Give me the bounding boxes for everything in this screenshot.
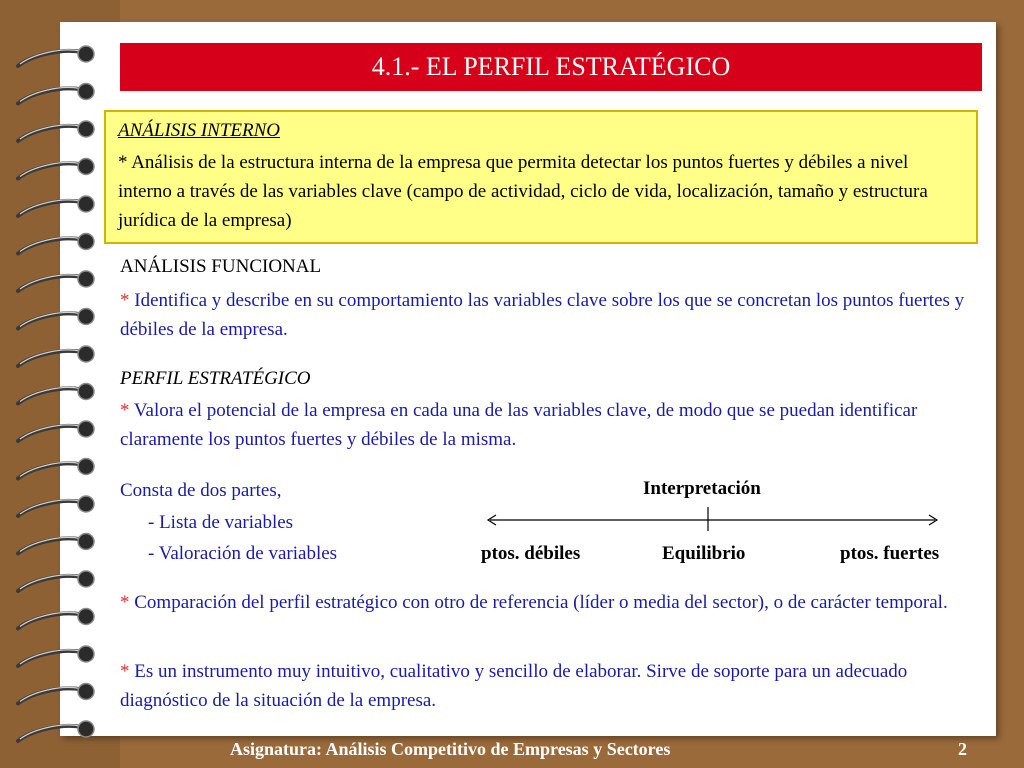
- binder-ring-icon: [18, 609, 94, 629]
- profile-text: Valora el potencial de la empresa en cada una de las variables clave, de modo que se puedan identificar claramente los puntos fuertes y débiles de la misma.: [120, 400, 918, 450]
- comparison-section: [120, 588, 980, 617]
- binder-ring-icon: [18, 496, 94, 516]
- functional-heading: ANÁLISIS FUNCIONAL: [120, 256, 322, 277]
- parts-item-variables-valuation: - Valoración de variables: [148, 543, 338, 564]
- profile-heading: PERFIL ESTRATÉGICO: [120, 368, 311, 389]
- profile-text-wrap: [120, 396, 980, 454]
- scale-axis: [480, 505, 945, 535]
- binder-ring-icon: [18, 721, 94, 741]
- scale-center-label: Equilibrio: [662, 543, 746, 564]
- scale-left-label: ptos. débiles: [481, 543, 581, 564]
- binder-ring-icon: [18, 46, 94, 66]
- profile-section: [120, 368, 980, 454]
- bullet-star: *: [120, 400, 130, 421]
- binder-ring-icon: [18, 421, 94, 441]
- binder-ring-icon: [18, 234, 94, 254]
- instrument-text-wrap: [120, 657, 980, 715]
- page-number: 2: [958, 739, 967, 759]
- bullet-star: *: [120, 592, 130, 613]
- spiral-rings: [0, 0, 110, 768]
- binder-ring-icon: [18, 196, 94, 216]
- parts-intro: Consta de dos partes,: [120, 480, 282, 501]
- binder-ring-icon: [18, 121, 94, 141]
- comparison-text-wrap: [120, 588, 980, 617]
- functional-text-wrap: [120, 286, 980, 344]
- footer-course: Asignatura: Análisis Competitivo de Empresas y Sectores: [230, 739, 671, 759]
- binder-ring-icon: [18, 309, 94, 329]
- bullet-star: *: [120, 661, 130, 682]
- scale-title: Interpretación: [643, 478, 761, 499]
- binder-ring-icon: [18, 684, 94, 704]
- internal-analysis-box: [104, 110, 978, 244]
- slide-title: 4.1.- EL PERFIL ESTRATÉGICO: [120, 43, 982, 91]
- instrument-section: [120, 657, 980, 715]
- binder-ring-icon: [18, 646, 94, 666]
- bullet-star: *: [120, 290, 130, 311]
- functional-text: Identifica y describe en su comportamiento las variables clave sobre los que se concretan los puntos fuertes y débiles de la empresa.: [120, 290, 965, 340]
- instrument-text: Es un instrumento muy intuitivo, cualitativo y sencillo de elaborar. Sirve de soporte para un adecuado diagnóstico de la situación de la empresa.: [120, 661, 908, 711]
- internal-heading: ANÁLISIS INTERNO: [118, 120, 281, 141]
- binder-ring-icon: [18, 384, 94, 404]
- binder-ring-icon: [18, 534, 94, 554]
- binder-ring-icon: [18, 84, 94, 104]
- scale-right-label: ptos. fuertes: [840, 543, 940, 564]
- parts-item-variables-list: - Lista de variables: [148, 512, 294, 533]
- functional-section: [120, 256, 980, 344]
- binder-ring-icon: [18, 459, 94, 479]
- comparison-text: Comparación del perfil estratégico con otro de referencia (líder o media del sector), o de carácter temporal.: [134, 592, 948, 613]
- binder-ring-icon: [18, 159, 94, 179]
- internal-text: * Análisis de la estructura interna de la empresa que permita detectar los puntos fuertes y débiles a nivel interno a través de las variables clave (campo de actividad, ciclo de vida, localización, tamaño y estructura jurídica de la empresa): [118, 152, 928, 231]
- binder-ring-icon: [18, 346, 94, 366]
- binder-ring-icon: [18, 271, 94, 291]
- binder-ring-icon: [18, 571, 94, 591]
